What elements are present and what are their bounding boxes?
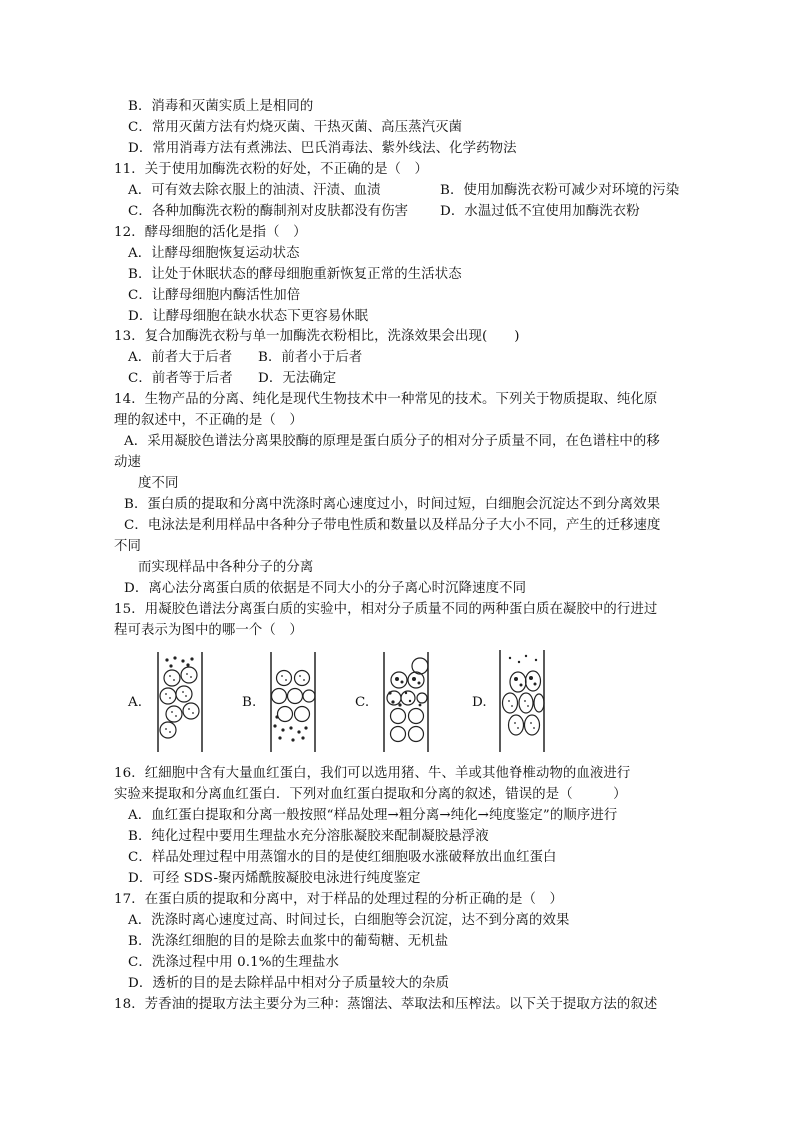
q12-stem: 12．酵母细胞的活化是指（ ）	[114, 225, 307, 240]
q15-label-c: C.	[355, 695, 370, 710]
q14-option-a-line1: A．采用凝胶色谱法分离果胶酶的原理是蛋白质分子的相对分子质量不同，在色谱柱中的移	[124, 434, 660, 449]
q17-option-a: A．洗涤时离心速度过高、时间过长，白细胞等会沉淀，达不到分离的效果	[128, 913, 570, 928]
q17-option-b: B．洗涤红细胞的目的是除去血浆中的葡萄糖、无机盐	[128, 934, 449, 949]
q12-option-d: D．让酵母细胞在缺水状态下更容易休眠	[128, 309, 369, 324]
q17-option-d: D．透析的目的是去除样品中相对分子质量较大的杂质	[128, 976, 450, 991]
q14-option-c-line1: C．电泳法是利用样品中各种分子带电性质和数量以及样品分子大小不同，产生的迁移速度	[124, 518, 661, 533]
q15-label-a: A.	[128, 695, 143, 710]
gel-column-figure-d	[492, 648, 552, 754]
q12-option-a: A．让酵母细胞恢复运动状态	[128, 246, 300, 261]
q13-option-a: A．前者大于后者	[128, 350, 233, 365]
q13-option-b: B．前者小于后者	[258, 350, 363, 365]
gel-column-figure-b	[263, 650, 323, 754]
q10-option-b: B．消毒和灭菌实质上是相同的	[128, 99, 314, 114]
q18-stem: 18．芳香油的提取方法主要分为三种：蒸馏法、萃取法和压榨法。以下关于提取方法的叙述	[114, 997, 658, 1012]
q16-stem-line1: 16．红細胞中含有大量血红蛋白，我们可以选用猪、牛、羊或其他脊椎动物的血液进行	[114, 766, 631, 781]
q13-option-c: C．前者等于后者	[128, 371, 233, 386]
q14-option-d: D．离心法分离蛋白质的依据是不同大小的分子离心时沉降速度不同	[124, 581, 527, 596]
q12-option-b: B．让处于休眠状态的酵母细胞重新恢复正常的生活状态	[128, 267, 462, 282]
q11-option-d: D．水温过低不宜使用加酶洗衣粉	[440, 204, 640, 219]
q15-label-d: D.	[472, 695, 487, 710]
q14-option-c-line2: 不同	[114, 539, 141, 554]
q16-option-b: B．纯化过程中要用生理盐水充分溶胀凝胶来配制凝胶悬浮液	[128, 829, 489, 844]
q14-option-a-line3: 度不同	[138, 476, 179, 491]
q15-label-b: B.	[242, 695, 257, 710]
q16-option-d: D．可经 SDS-聚丙烯酰胺凝胶电泳进行纯度鉴定	[128, 871, 421, 886]
q14-option-c-line3: 而实现样品中各种分子的分离	[138, 560, 314, 575]
q11-option-b: B．使用加酶洗衣粉可减少对环境的污染	[440, 183, 680, 198]
q14-option-b: B．蛋白质的提取和分离中洗涤时离心速度过小，时间过短，白细胞会沉淀达不到分离效果	[124, 497, 661, 512]
q11-option-c: C．各种加酶洗衣粉的酶制剂对皮肤都没有伤害	[128, 204, 409, 219]
q16-option-a: A．血红蛋白提取和分离一般按照“样品处理→粗分离→纯化→纯度鉴定”的顺序进行	[128, 808, 618, 823]
q12-option-c: C．让酵母细胞内酶活性加倍	[128, 288, 301, 303]
q15-stem-line2: 程可表示为图中的哪一个（ ）	[114, 623, 303, 638]
q10-option-c: C．常用灭菌方法有灼烧灭菌、干热灭菌、高压蒸汽灭菌	[128, 120, 463, 135]
q17-stem: 17．在蛋白质的提取和分离中，对于样品的处理过程的分析正确的是（ ）	[114, 892, 563, 907]
gel-column-figure-a	[150, 650, 210, 754]
q16-stem-line2: 实验来提取和分离血红蛋白．下列对血红蛋白提取和分离的叙述，错误的是（ ）	[114, 787, 627, 802]
q11-stem: 11．关于使用加酶洗衣粉的好处，不正确的是（ ）	[114, 162, 429, 177]
q17-option-c: C．洗涤过程中用 0.1%的生理盐水	[128, 955, 340, 970]
q14-stem-line2: 理的叙述中，不正确的是（ ）	[114, 413, 303, 428]
q11-option-a: A．可有效去除衣服上的油渍、汗渍、血渍	[128, 183, 381, 198]
q13-option-d: D．无法确定	[258, 371, 337, 386]
q13-stem: 13．复合加酶洗衣粉与单一加酶洗衣粉相比，洗涤效果会出现( )	[114, 329, 520, 344]
q16-option-c: C．样品处理过程中用蒸馏水的目的是使红细胞吸水涨破释放出血红蛋白	[128, 850, 557, 865]
q15-stem-line1: 15．用凝胶色谱法分离蛋白质的实验中，相对分子质量不同的两种蛋白质在凝胶中的行进过	[114, 602, 658, 617]
q14-option-a-line2: 动速	[114, 455, 141, 470]
q14-stem-line1: 14．生物产品的分离、纯化是现代生物技术中一种常见的技术。下列关于物质提取、纯化原	[114, 392, 658, 407]
q10-option-d: D．常用消毒方法有煮沸法、巴氏消毒法、紫外线法、化学药物法	[128, 141, 517, 156]
gel-column-figure-c	[376, 650, 436, 754]
